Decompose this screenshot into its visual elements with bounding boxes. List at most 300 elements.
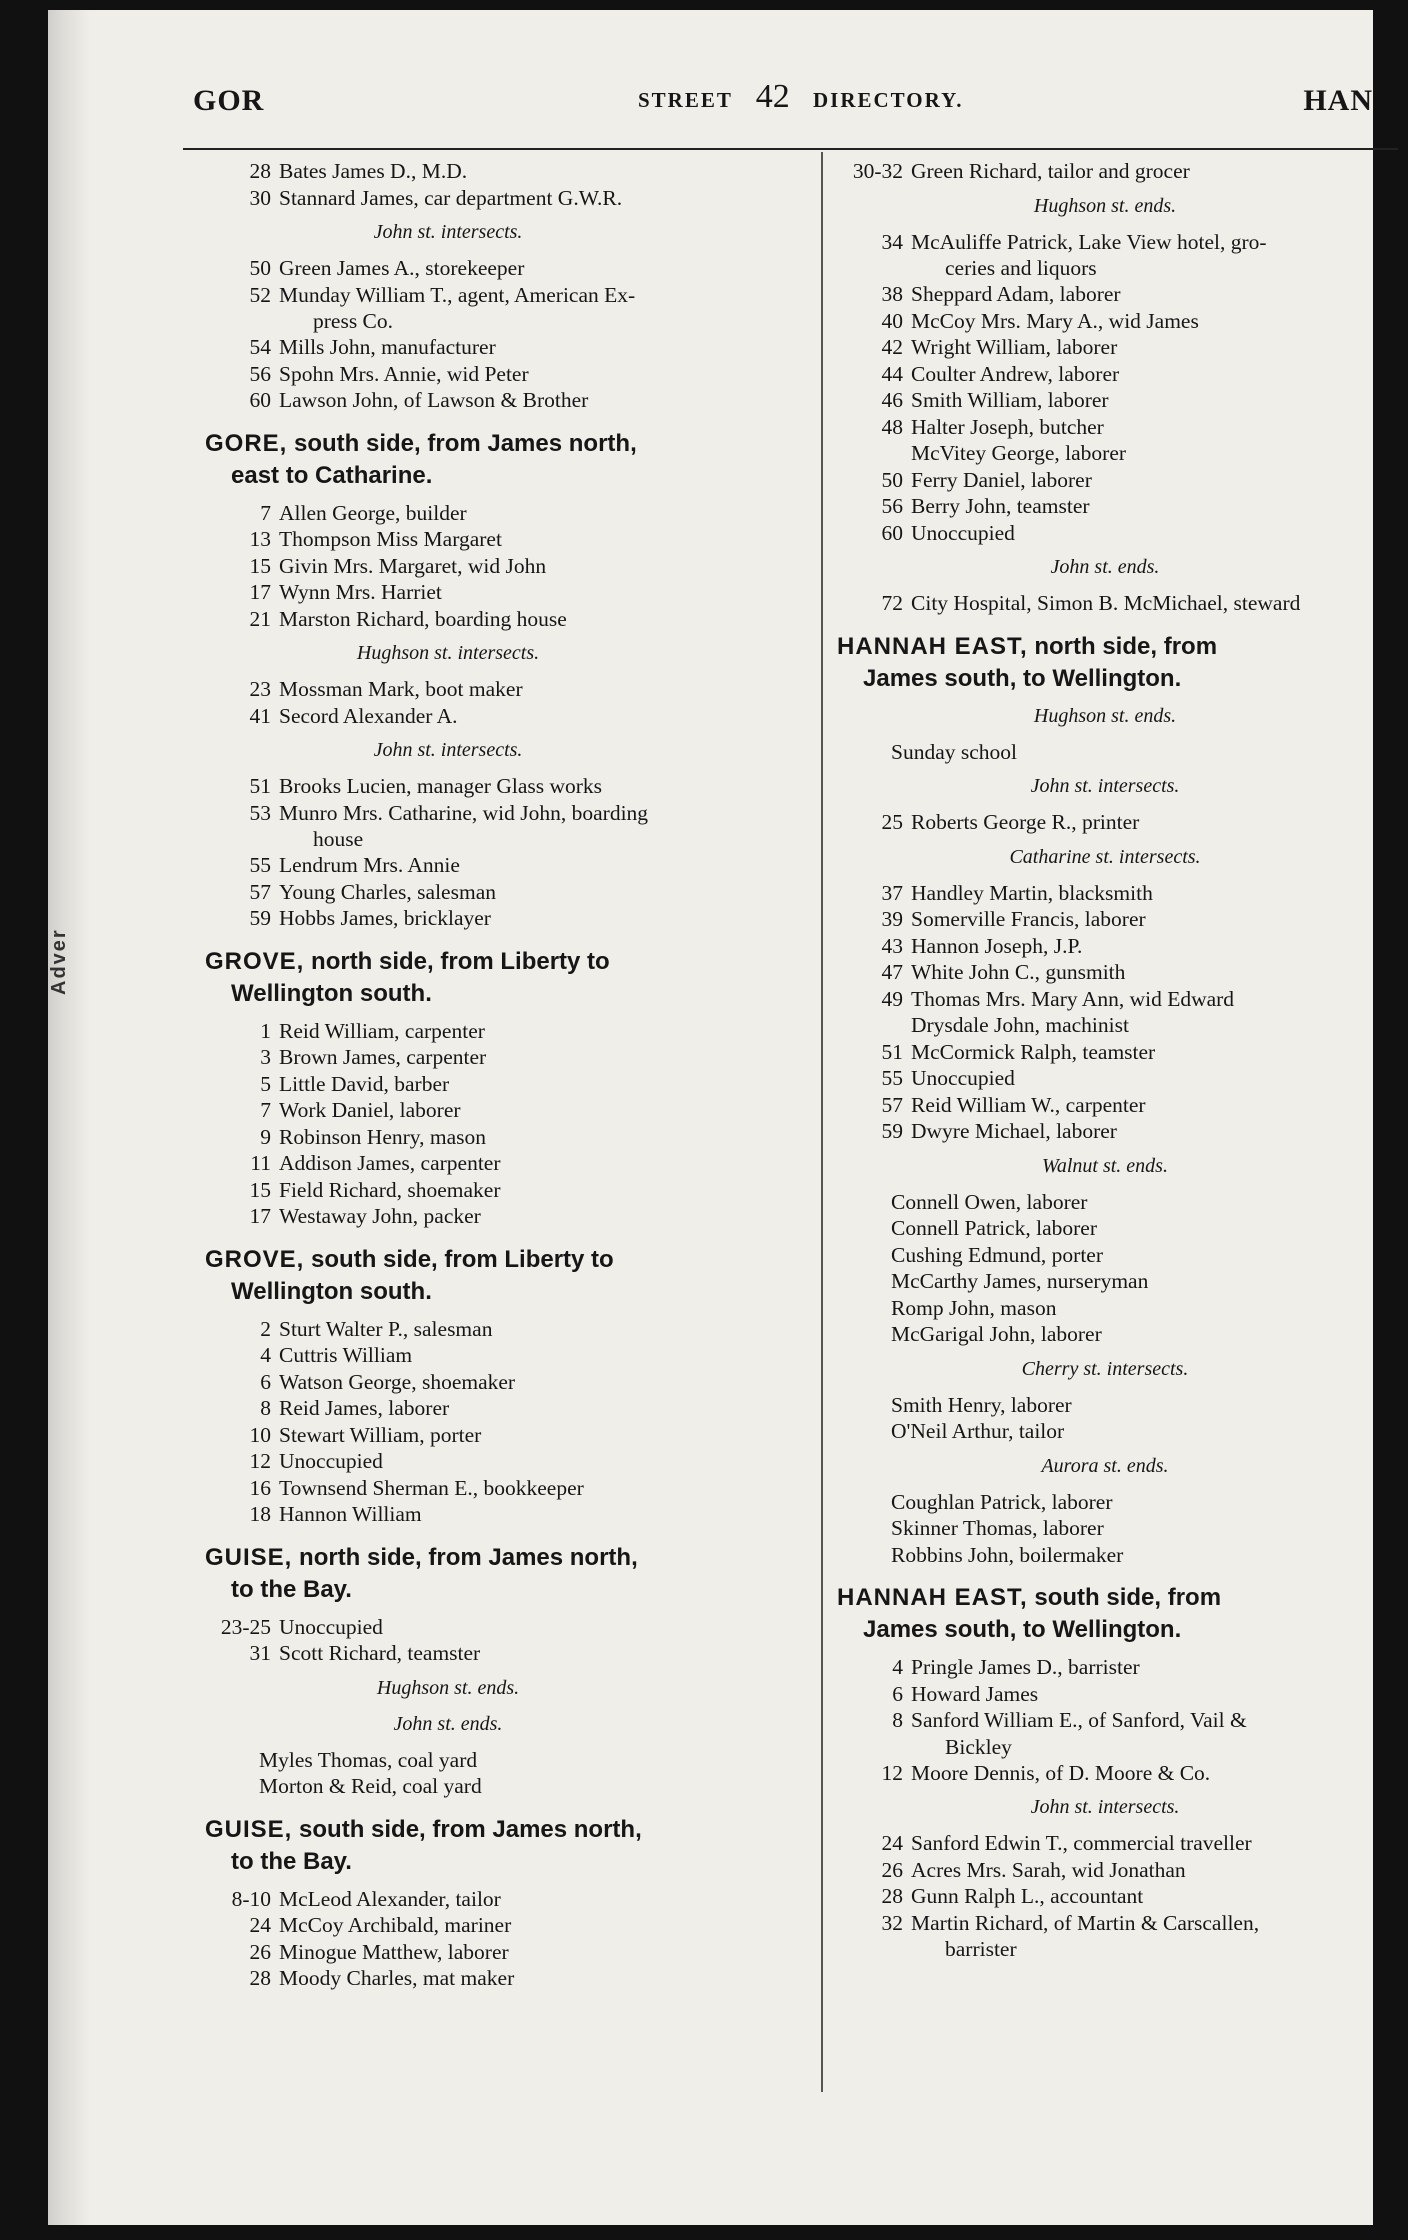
house-number: 42 (881, 335, 903, 359)
directory-entry (213, 1044, 793, 1071)
resident-text: Unoccupied (911, 520, 1015, 545)
house-number: 39 (881, 907, 903, 931)
street-extent: to the Bay. (231, 1575, 352, 1603)
header-street: STREET (638, 88, 733, 112)
resident-text: Romp John, mason (891, 1295, 1057, 1320)
street-side-description: south side, from Liberty to (304, 1245, 614, 1273)
street-heading (205, 1244, 793, 1308)
house-number: 37 (881, 880, 903, 905)
house-number: 49 (881, 986, 903, 1011)
directory-entry (213, 1886, 793, 1913)
directory-entry (213, 282, 793, 309)
resident-text: McGarigal John, laborer (891, 1322, 1102, 1346)
resident-text: Marston Richard, boarding house (279, 606, 567, 631)
resident-text: Sturt Walter P., salesman (279, 1316, 493, 1341)
resident-text: Morton & Reid, coal yard (259, 1774, 482, 1798)
resident-text: O'Neil Arthur, tailor (891, 1419, 1065, 1443)
resident-text: Skinner Thomas, laborer (891, 1516, 1104, 1540)
resident-text: McAuliffe Patrick, Lake View hotel, gro- (911, 229, 1267, 254)
directory-entry (213, 1124, 793, 1151)
resident-text: Sheppard Adam, laborer (911, 282, 1121, 306)
directory-entry (213, 185, 793, 212)
house-number: 57 (249, 879, 271, 904)
house-number: 32 (881, 1910, 903, 1935)
house-number: 24 (249, 1913, 271, 1937)
house-number: 4 (260, 1343, 271, 1367)
house-number: 28 (249, 1966, 271, 1990)
resident-text: Green Richard, tailor and grocer (911, 159, 1190, 183)
directory-entry (213, 852, 793, 879)
house-number: 30 (249, 185, 271, 210)
directory-entry (845, 361, 1408, 388)
directory-entry (213, 1018, 793, 1045)
house-number: 57 (881, 1092, 903, 1117)
directory-entry (845, 1857, 1408, 1884)
page-number: 42 (755, 78, 790, 115)
directory-entry (845, 739, 1408, 766)
street-heading (837, 1582, 1408, 1646)
resident-text: McVitey George, laborer (911, 441, 1127, 465)
house-number: 26 (249, 1939, 271, 1964)
house-number: 50 (249, 256, 271, 280)
directory-entry (213, 1342, 793, 1369)
directory-entry (845, 1039, 1408, 1066)
resident-text: Dwyre Michael, laborer (911, 1119, 1117, 1143)
house-number: 28 (881, 1884, 903, 1908)
entry-continuation: press Co. (313, 309, 394, 333)
directory-entry (845, 959, 1408, 986)
resident-text: Townsend Sherman E., bookkeeper (279, 1475, 584, 1500)
resident-text: Coulter Andrew, laborer (911, 361, 1120, 386)
resident-text: Handley Martin, blacksmith (911, 880, 1153, 905)
house-number: 47 (881, 960, 903, 984)
resident-text: McLeod Alexander, tailor (279, 1886, 501, 1911)
resident-text: Field Richard, shoemaker (279, 1177, 501, 1202)
directory-entry (213, 361, 793, 388)
house-number: 11 (250, 1151, 271, 1175)
directory-entry (845, 1654, 1408, 1681)
directory-entry (213, 1395, 793, 1422)
header-rule (183, 148, 1398, 150)
house-number: 26 (881, 1857, 903, 1882)
left-column (205, 158, 793, 1992)
street-side-description: south side, from James north, (292, 1815, 642, 1843)
page-binding-edge (48, 10, 90, 2225)
house-number: 6 (260, 1369, 271, 1394)
house-number: 8-10 (231, 1886, 271, 1911)
directory-entry (845, 906, 1408, 933)
resident-text: Scott Richard, teamster (279, 1641, 481, 1665)
intersection-note: Hughson st. ends. (1033, 194, 1177, 217)
entry-continuation: house (313, 827, 364, 851)
directory-entry (213, 1640, 793, 1667)
resident-text: Halter Joseph, butcher (911, 414, 1104, 439)
house-number: 4 (892, 1655, 903, 1679)
house-number: 13 (249, 527, 271, 551)
street-name: GUISE, (205, 1815, 293, 1843)
resident-text: Allen George, builder (279, 500, 467, 525)
intersection-note: Aurora st. ends. (1041, 1454, 1169, 1477)
resident-text: Cuttris William (279, 1343, 413, 1367)
house-number: 1 (260, 1018, 271, 1043)
directory-entry (213, 800, 793, 827)
resident-text: Sunday school (891, 739, 1018, 764)
resident-text: McCoy Mrs. Mary A., wid James (911, 308, 1199, 333)
directory-entry (845, 281, 1408, 308)
resident-text: Green James A., storekeeper (279, 256, 525, 280)
house-number: 59 (249, 906, 271, 930)
directory-entry (213, 905, 793, 932)
page-header (193, 78, 1373, 138)
resident-text: Wynn Mrs. Harriet (279, 580, 442, 604)
street-name: HANNAH EAST, (837, 632, 1028, 660)
header-range-end: HAN (1303, 84, 1373, 117)
directory-entry (213, 1939, 793, 1966)
resident-text: Lendrum Mrs. Annie (279, 853, 460, 877)
house-number: 56 (249, 361, 271, 386)
directory-entry (845, 1268, 1408, 1295)
house-number: 17 (249, 1204, 271, 1228)
resident-text: Smith Henry, laborer (891, 1392, 1072, 1417)
house-number: 44 (881, 361, 903, 386)
resident-text: Berry John, teamster (911, 494, 1090, 518)
house-number: 5 (260, 1071, 271, 1096)
directory-entry (213, 579, 793, 606)
house-number: 7 (260, 1098, 271, 1122)
house-number: 8 (260, 1396, 271, 1420)
street-extent: James south, to Wellington. (863, 1616, 1182, 1643)
resident-text: Sanford William E., of Sanford, Vail & (911, 1708, 1247, 1732)
resident-text: Little David, barber (279, 1071, 450, 1096)
directory-entry (845, 1295, 1408, 1322)
directory-entry (845, 1092, 1408, 1119)
directory-entry (845, 387, 1408, 414)
house-number: 31 (249, 1641, 271, 1665)
directory-entry (213, 1773, 793, 1800)
house-number: 7 (260, 500, 271, 525)
resident-text: Roberts George R., printer (911, 810, 1140, 834)
intersection-note: Cherry st. intersects. (1021, 1357, 1189, 1380)
header-directory: DIRECTORY. (813, 88, 964, 112)
directory-entry (845, 1418, 1408, 1445)
street-side-description: south side, from (1027, 1584, 1222, 1611)
house-number: 23 (249, 677, 271, 701)
directory-entry (845, 1392, 1408, 1419)
house-number: 18 (249, 1502, 271, 1526)
directory-entry (845, 933, 1408, 960)
house-number: 46 (881, 388, 903, 412)
directory-entry (845, 1012, 1408, 1039)
street-extent: Wellington south. (231, 1277, 432, 1305)
house-number: 51 (881, 1039, 903, 1064)
house-number: 15 (249, 1177, 271, 1202)
house-number: 54 (249, 335, 271, 359)
intersection-note: Catharine st. intersects. (1009, 845, 1201, 868)
intersection-note: John st. intersects. (1030, 1796, 1180, 1818)
house-number: 25 (881, 810, 903, 834)
directory-entry (845, 520, 1408, 547)
resident-text: Thomas Mrs. Mary Ann, wid Edward (911, 986, 1235, 1011)
directory-entry (213, 526, 793, 553)
directory-entry (213, 606, 793, 633)
resident-text: White John C., gunsmith (911, 960, 1126, 984)
entry-continuation: ceries and liquors (945, 256, 1097, 280)
street-heading (837, 631, 1408, 695)
directory-entry (213, 1071, 793, 1098)
house-number: 41 (249, 703, 271, 728)
street-name: GROVE, (205, 947, 305, 975)
resident-text: Moody Charles, mat maker (279, 1966, 515, 1990)
directory-entry (213, 387, 793, 414)
directory-entry (845, 493, 1408, 520)
resident-text: Brooks Lucien, manager Glass works (279, 774, 603, 798)
intersection-note: John st. ends. (1050, 556, 1160, 578)
directory-entry (845, 1321, 1408, 1348)
house-number: 3 (260, 1045, 271, 1069)
intersection-note: John st. intersects. (1030, 775, 1180, 797)
house-number: 9 (260, 1124, 271, 1149)
directory-entry (213, 255, 793, 282)
house-number: 21 (249, 606, 271, 631)
right-column (837, 158, 1408, 1962)
resident-text: Westaway John, packer (279, 1204, 481, 1228)
street-heading (205, 428, 793, 492)
house-number: 60 (249, 388, 271, 412)
resident-text: Smith William, laborer (911, 388, 1109, 412)
resident-text: Bates James D., M.D. (279, 159, 468, 183)
house-number: 40 (881, 308, 903, 333)
directory-entry (845, 308, 1408, 335)
house-number: 10 (249, 1422, 271, 1447)
directory-entry (845, 1489, 1408, 1516)
directory-entry (213, 1150, 793, 1177)
house-number: 2 (260, 1316, 271, 1341)
resident-text: McCarthy James, nurseryman (891, 1269, 1149, 1293)
directory-entry (845, 590, 1408, 617)
house-number: 24 (881, 1831, 903, 1855)
column-divider (821, 152, 823, 2092)
resident-text: Reid William, carpenter (279, 1018, 485, 1043)
directory-entry (213, 1316, 793, 1343)
house-number: 8 (892, 1708, 903, 1732)
resident-text: Thompson Miss Margaret (279, 527, 502, 551)
street-heading (205, 1814, 793, 1878)
resident-text: Stewart William, porter (279, 1422, 482, 1447)
directory-entry (845, 440, 1408, 467)
directory-entry (845, 1910, 1408, 1937)
resident-text: Moore Dennis, of D. Moore & Co. (911, 1760, 1211, 1785)
house-number: 30-32 (852, 159, 903, 183)
directory-entry (213, 1203, 793, 1230)
resident-text: Hobbs James, bricklayer (279, 906, 491, 930)
street-name: GORE, (205, 429, 288, 457)
street-heading (205, 1542, 793, 1606)
house-number: 60 (881, 520, 903, 545)
resident-text: Munro Mrs. Catharine, wid John, boarding (279, 800, 649, 825)
house-number: 55 (881, 1066, 903, 1090)
directory-entry (845, 1065, 1408, 1092)
house-number: 38 (881, 282, 903, 306)
street-name: HANNAH EAST, (837, 1584, 1028, 1611)
directory-entry (213, 334, 793, 361)
resident-text: Young Charles, salesman (279, 879, 496, 904)
house-number: 59 (881, 1119, 903, 1143)
street-heading (205, 946, 793, 1010)
directory-entry (845, 1707, 1408, 1734)
resident-text: Munday William T., agent, American Ex- (279, 282, 636, 307)
resident-text: Mills John, manufacturer (279, 335, 496, 359)
house-number: 51 (249, 774, 271, 798)
resident-text: Robbins John, boilermaker (891, 1542, 1124, 1567)
house-number: 15 (249, 553, 271, 578)
directory-entry (845, 809, 1408, 836)
intersection-note: Hughson st. ends. (376, 1676, 520, 1699)
directory-entry (845, 1681, 1408, 1708)
resident-text: Hannon Joseph, J.P. (911, 933, 1083, 958)
directory-entry (213, 1097, 793, 1124)
directory-entry (845, 986, 1408, 1013)
spine-label: Adver (48, 928, 70, 995)
house-number: 72 (881, 591, 903, 615)
house-number: 52 (249, 282, 271, 307)
directory-entry (845, 1883, 1408, 1910)
directory-entry (213, 1912, 793, 1939)
house-number: 23-25 (220, 1614, 271, 1639)
resident-text: Reid William W., carpenter (911, 1092, 1146, 1117)
resident-text: Watson George, shoemaker (279, 1369, 516, 1394)
directory-entry (845, 1830, 1408, 1857)
street-side-description: north side, from Liberty to (304, 947, 610, 975)
directory-entry (845, 467, 1408, 494)
directory-entry (213, 158, 793, 185)
intersection-note: Walnut st. ends. (1042, 1154, 1168, 1177)
street-extent: east to Catharine. (231, 461, 433, 489)
intersection-note: Hughson st. ends. (1033, 704, 1177, 727)
directory-entry (213, 1475, 793, 1502)
resident-text: Cushing Edmund, porter (891, 1242, 1103, 1267)
directory-entry (213, 773, 793, 800)
header-range-start: GOR (193, 84, 265, 117)
resident-text: Martin Richard, of Martin & Carscallen, (911, 1910, 1260, 1935)
street-side-description: north side, from (1027, 632, 1218, 660)
directory-entry (845, 1760, 1408, 1787)
directory-entry (845, 1215, 1408, 1242)
directory-entry (845, 334, 1408, 361)
directory-entry (845, 1118, 1408, 1145)
directory-entry (213, 1614, 793, 1641)
resident-text: Howard James (911, 1681, 1039, 1706)
street-extent: James south, to Wellington. (863, 664, 1182, 692)
resident-text: Work Daniel, laborer (279, 1098, 461, 1122)
house-number: 16 (249, 1475, 271, 1500)
directory-entry (845, 1542, 1408, 1569)
resident-text: Addison James, carpenter (279, 1151, 501, 1175)
directory-entry (213, 1422, 793, 1449)
resident-text: Myles Thomas, coal yard (259, 1747, 478, 1772)
resident-text: Secord Alexander A. (279, 703, 458, 728)
resident-text: City Hospital, Simon B. McMichael, steward (911, 591, 1301, 615)
street-extent: Wellington south. (231, 979, 432, 1007)
resident-text: Brown James, carpenter (279, 1045, 487, 1069)
street-side-description: north side, from James north, (292, 1543, 638, 1571)
resident-text: Coughlan Patrick, laborer (891, 1489, 1113, 1514)
resident-text: Acres Mrs. Sarah, wid Jonathan (911, 1857, 1186, 1882)
resident-text: Lawson John, of Lawson & Brother (279, 388, 589, 412)
street-name: GUISE, (205, 1543, 293, 1571)
street-side-description: south side, from James north, (287, 429, 637, 457)
street-name: GROVE, (205, 1245, 305, 1273)
directory-entry (845, 1515, 1408, 1542)
directory-entry (213, 1965, 793, 1992)
resident-text: Hannon William (279, 1502, 422, 1526)
house-number: 56 (881, 494, 903, 518)
directory-entry (213, 500, 793, 527)
directory-entry (213, 676, 793, 703)
intersection-note: Hughson st. intersects. (356, 642, 540, 664)
resident-text: Drysdale John, machinist (911, 1013, 1129, 1037)
directory-entry (845, 414, 1408, 441)
directory-entry (213, 1747, 793, 1774)
entry-continuation: Bickley (945, 1734, 1012, 1759)
intersection-note: John st. ends. (393, 1712, 503, 1735)
resident-text: Spohn Mrs. Annie, wid Peter (279, 361, 529, 386)
resident-text: Unoccupied (911, 1066, 1015, 1090)
house-number: 34 (881, 229, 903, 254)
resident-text: Minogue Matthew, laborer (279, 1939, 509, 1964)
resident-text: McCoy Archibald, mariner (279, 1913, 512, 1937)
directory-entry (213, 553, 793, 580)
house-number: 28 (249, 159, 271, 183)
directory-entry (213, 879, 793, 906)
resident-text: Unoccupied (279, 1449, 383, 1473)
directory-entry (845, 1189, 1408, 1216)
directory-entry (213, 1177, 793, 1204)
entry-continuation: barrister (945, 1937, 1017, 1961)
resident-text: Connell Patrick, laborer (891, 1216, 1097, 1240)
resident-text: Unoccupied (279, 1614, 383, 1639)
house-number: 55 (249, 853, 271, 877)
house-number: 48 (881, 414, 903, 439)
resident-text: Connell Owen, laborer (891, 1189, 1088, 1214)
resident-text: Reid James, laborer (279, 1396, 450, 1420)
house-number: 12 (881, 1760, 903, 1785)
directory-entry (845, 880, 1408, 907)
resident-text: Pringle James D., barrister (911, 1655, 1140, 1679)
resident-text: Somerville Francis, laborer (911, 907, 1146, 931)
resident-text: Gunn Ralph L., accountant (911, 1884, 1144, 1908)
directory-entry (845, 229, 1408, 256)
resident-text: McCormick Ralph, teamster (911, 1039, 1156, 1064)
directory-entry (213, 1501, 793, 1528)
house-number: 17 (249, 580, 271, 604)
resident-text: Givin Mrs. Margaret, wid John (279, 553, 547, 578)
directory-entry (845, 1242, 1408, 1269)
directory-entry (213, 703, 793, 730)
directory-entry (213, 1448, 793, 1475)
resident-text: Mossman Mark, boot maker (279, 677, 523, 701)
directory-entry (845, 158, 1408, 185)
directory-page (48, 10, 1373, 2225)
resident-text: Sanford Edwin T., commercial traveller (911, 1831, 1252, 1855)
house-number: 12 (249, 1449, 271, 1473)
intersection-note: John st. intersects. (373, 221, 523, 243)
resident-text: Wright William, laborer (911, 335, 1118, 359)
street-extent: to the Bay. (231, 1847, 352, 1875)
house-number: 50 (881, 467, 903, 492)
house-number: 43 (881, 933, 903, 958)
house-number: 53 (249, 800, 271, 825)
intersection-note: John st. intersects. (373, 739, 523, 761)
